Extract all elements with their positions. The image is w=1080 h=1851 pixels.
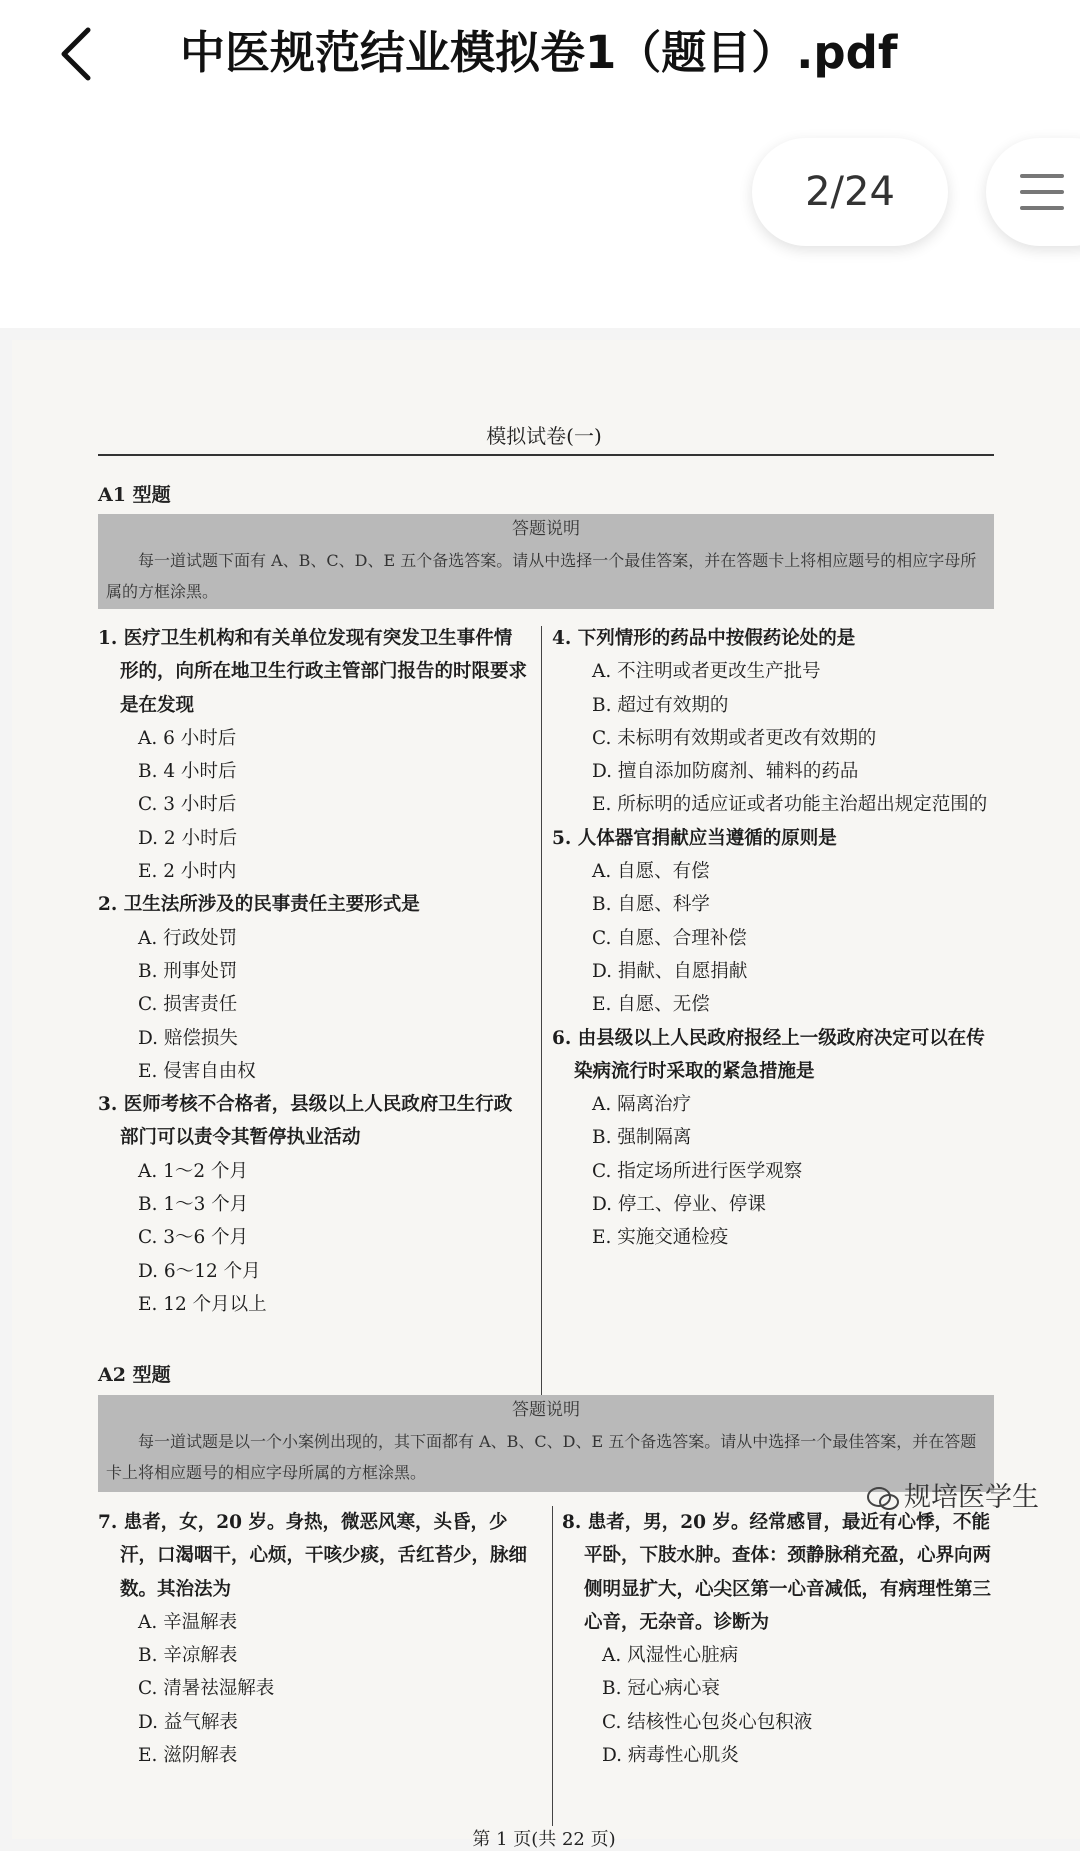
question-stem: 4. 下列情形的药品中按假药论处的是 — [552, 628, 856, 649]
answer-option: E. 所标明的适应证或者功能主治超出规定范围的 — [592, 794, 988, 816]
wechat-channel-icon — [866, 1485, 900, 1513]
exam-title: 模拟试卷(一) — [486, 424, 602, 448]
watermark — [866, 1475, 1076, 1515]
answer-option: A. 风湿性心脏病 — [602, 1645, 739, 1667]
section-a1-instructions — [98, 514, 994, 609]
page-indicator[interactable]: 2/24 — [752, 138, 948, 246]
answer-option: E. 滋阴解表 — [138, 1745, 238, 1767]
answer-option: C. 自愿、合理补偿 — [592, 927, 747, 949]
question — [552, 822, 994, 1022]
hamburger-menu-icon — [1020, 174, 1064, 210]
answer-option: E. 实施交通检疫 — [592, 1227, 729, 1249]
questions-right-column — [562, 1506, 994, 1772]
answer-option: B. 强制隔离 — [592, 1127, 692, 1149]
pdf-page — [12, 340, 1080, 1850]
answer-option: B. 4 小时后 — [138, 761, 237, 783]
answer-option: D. 捐献、自愿捐献 — [592, 960, 748, 982]
answer-option: C. 指定场所进行医学观察 — [592, 1160, 803, 1182]
question — [98, 1088, 528, 1321]
column-divider — [541, 626, 542, 1456]
answer-option: A. 自愿、有偿 — [592, 861, 710, 883]
answer-option: B. 自愿、科学 — [592, 894, 710, 916]
question-stem: 2. 卫生法所涉及的民事责任主要形式是 — [98, 894, 420, 916]
note-heading: 答题说明 — [512, 1400, 580, 1420]
question — [98, 888, 528, 1088]
question — [98, 622, 528, 888]
answer-option: C. 3 小时后 — [138, 794, 237, 816]
chevron-left-icon — [56, 26, 96, 82]
answer-option: E. 侵害自由权 — [138, 1060, 256, 1082]
answer-option: A. 辛温解表 — [138, 1611, 238, 1633]
answer-option: D. 擅自添加防腐剂、辅料的药品 — [592, 761, 859, 783]
question-stem: 8. 患者，男，20 岁。经常感冒，最近有心悸，不能平卧，下肢水肿。查体：颈静脉稍充盈，心界向两侧明显扩大，心尖区第一心音减低，有病理性第三心音，无杂音。诊断为 — [562, 1512, 992, 1633]
answer-option: A. 1～2 个月 — [138, 1160, 249, 1182]
answer-option: D. 病毒性心肌炎 — [602, 1745, 739, 1767]
answer-option: C. 损害责任 — [138, 994, 238, 1016]
answer-option: E. 自愿、无偿 — [592, 994, 710, 1016]
question-stem: 5. 人体器官捐献应当遵循的原则是 — [552, 827, 837, 849]
column-divider — [552, 1506, 553, 1826]
answer-option: D. 益气解表 — [138, 1711, 238, 1733]
question-stem: 3. 医师考核不合格者，县级以上人民政府卫生行政部门可以责令其暂停执业活动 — [98, 1094, 513, 1149]
answer-option: B. 冠心病心衰 — [602, 1678, 720, 1700]
question — [98, 1506, 538, 1772]
questions-right-column — [552, 622, 994, 1255]
document-title: 中医规范结业模拟卷1（题目）.pdf — [180, 26, 898, 79]
back-button[interactable] — [56, 26, 96, 82]
page-footer: 第 1 页(共 22 页) — [472, 1829, 616, 1850]
questions-left-column — [98, 622, 528, 1321]
answer-option: B. 1～3 个月 — [138, 1194, 249, 1216]
question — [562, 1506, 994, 1772]
answer-option: B. 刑事处罚 — [138, 960, 238, 982]
answer-option: E. 12 个月以上 — [138, 1293, 267, 1315]
answer-option: B. 辛凉解表 — [138, 1645, 238, 1667]
question — [552, 1022, 994, 1255]
question — [552, 622, 994, 822]
note-body: 每一道试题是以一个小案例出现的，其下面都有 A、B、C、D、E 五个备选答案。请从中选择一个最佳答案，并在答题卡上将相应题号的相应字母所属的方框涂黑。 — [106, 1432, 977, 1482]
title-rule — [98, 454, 994, 456]
note-heading: 答题说明 — [512, 519, 580, 539]
answer-option: C. 3～6 个月 — [138, 1227, 249, 1249]
question-stem: 1. 医疗卫生机构和有关单位发现有突发卫生事件情形的，向所在地卫生行政主管部门报告的时限要求是在发现 — [98, 628, 528, 716]
answer-option: E. 2 小时内 — [138, 861, 237, 883]
answer-option: A. 隔离治疗 — [592, 1094, 692, 1116]
top-app-bar — [0, 0, 1080, 109]
answer-option: A. 6 小时后 — [138, 727, 237, 749]
answer-option: A. 行政处罚 — [138, 927, 238, 949]
section-a2-instructions — [98, 1395, 994, 1492]
watermark-text: 规培医学生 — [904, 1482, 1039, 1513]
answer-option: D. 停工、停业、停课 — [592, 1194, 766, 1216]
questions-left-column — [98, 1506, 538, 1772]
answer-option: C. 结核性心包炎心包积液 — [602, 1711, 813, 1733]
question-stem: 7. 患者，女，20 岁。身热，微恶风寒，头昏，少汗，口渴咽干，心烦，干咳少痰，舌红苔少，脉细数。其治法为 — [98, 1512, 528, 1600]
question-stem: 6. 由县级以上人民政府报经上一级政府决定可以在传染病流行时采取的紧急措施是 — [552, 1027, 985, 1082]
answer-option: D. 2 小时后 — [138, 827, 238, 849]
answer-option: D. 6～12 个月 — [138, 1260, 261, 1282]
note-body: 每一道试题下面有 A、B、C、D、E 五个备选答案。请从中选择一个最佳答案，并在答题卡上将相应题号的相应字母所属的方框涂黑。 — [106, 551, 977, 601]
answer-option: A. 不注明或者更改生产批号 — [592, 661, 821, 683]
answer-option: C. 清暑祛湿解表 — [138, 1678, 275, 1700]
answer-option: B. 超过有效期的 — [592, 694, 729, 716]
answer-option: C. 未标明有效期或者更改有效期的 — [592, 727, 877, 749]
section-a2-title: A2 型题 — [98, 1364, 171, 1386]
section-a1-title: A1 型题 — [98, 484, 171, 506]
answer-option: D. 赔偿损失 — [138, 1027, 238, 1049]
